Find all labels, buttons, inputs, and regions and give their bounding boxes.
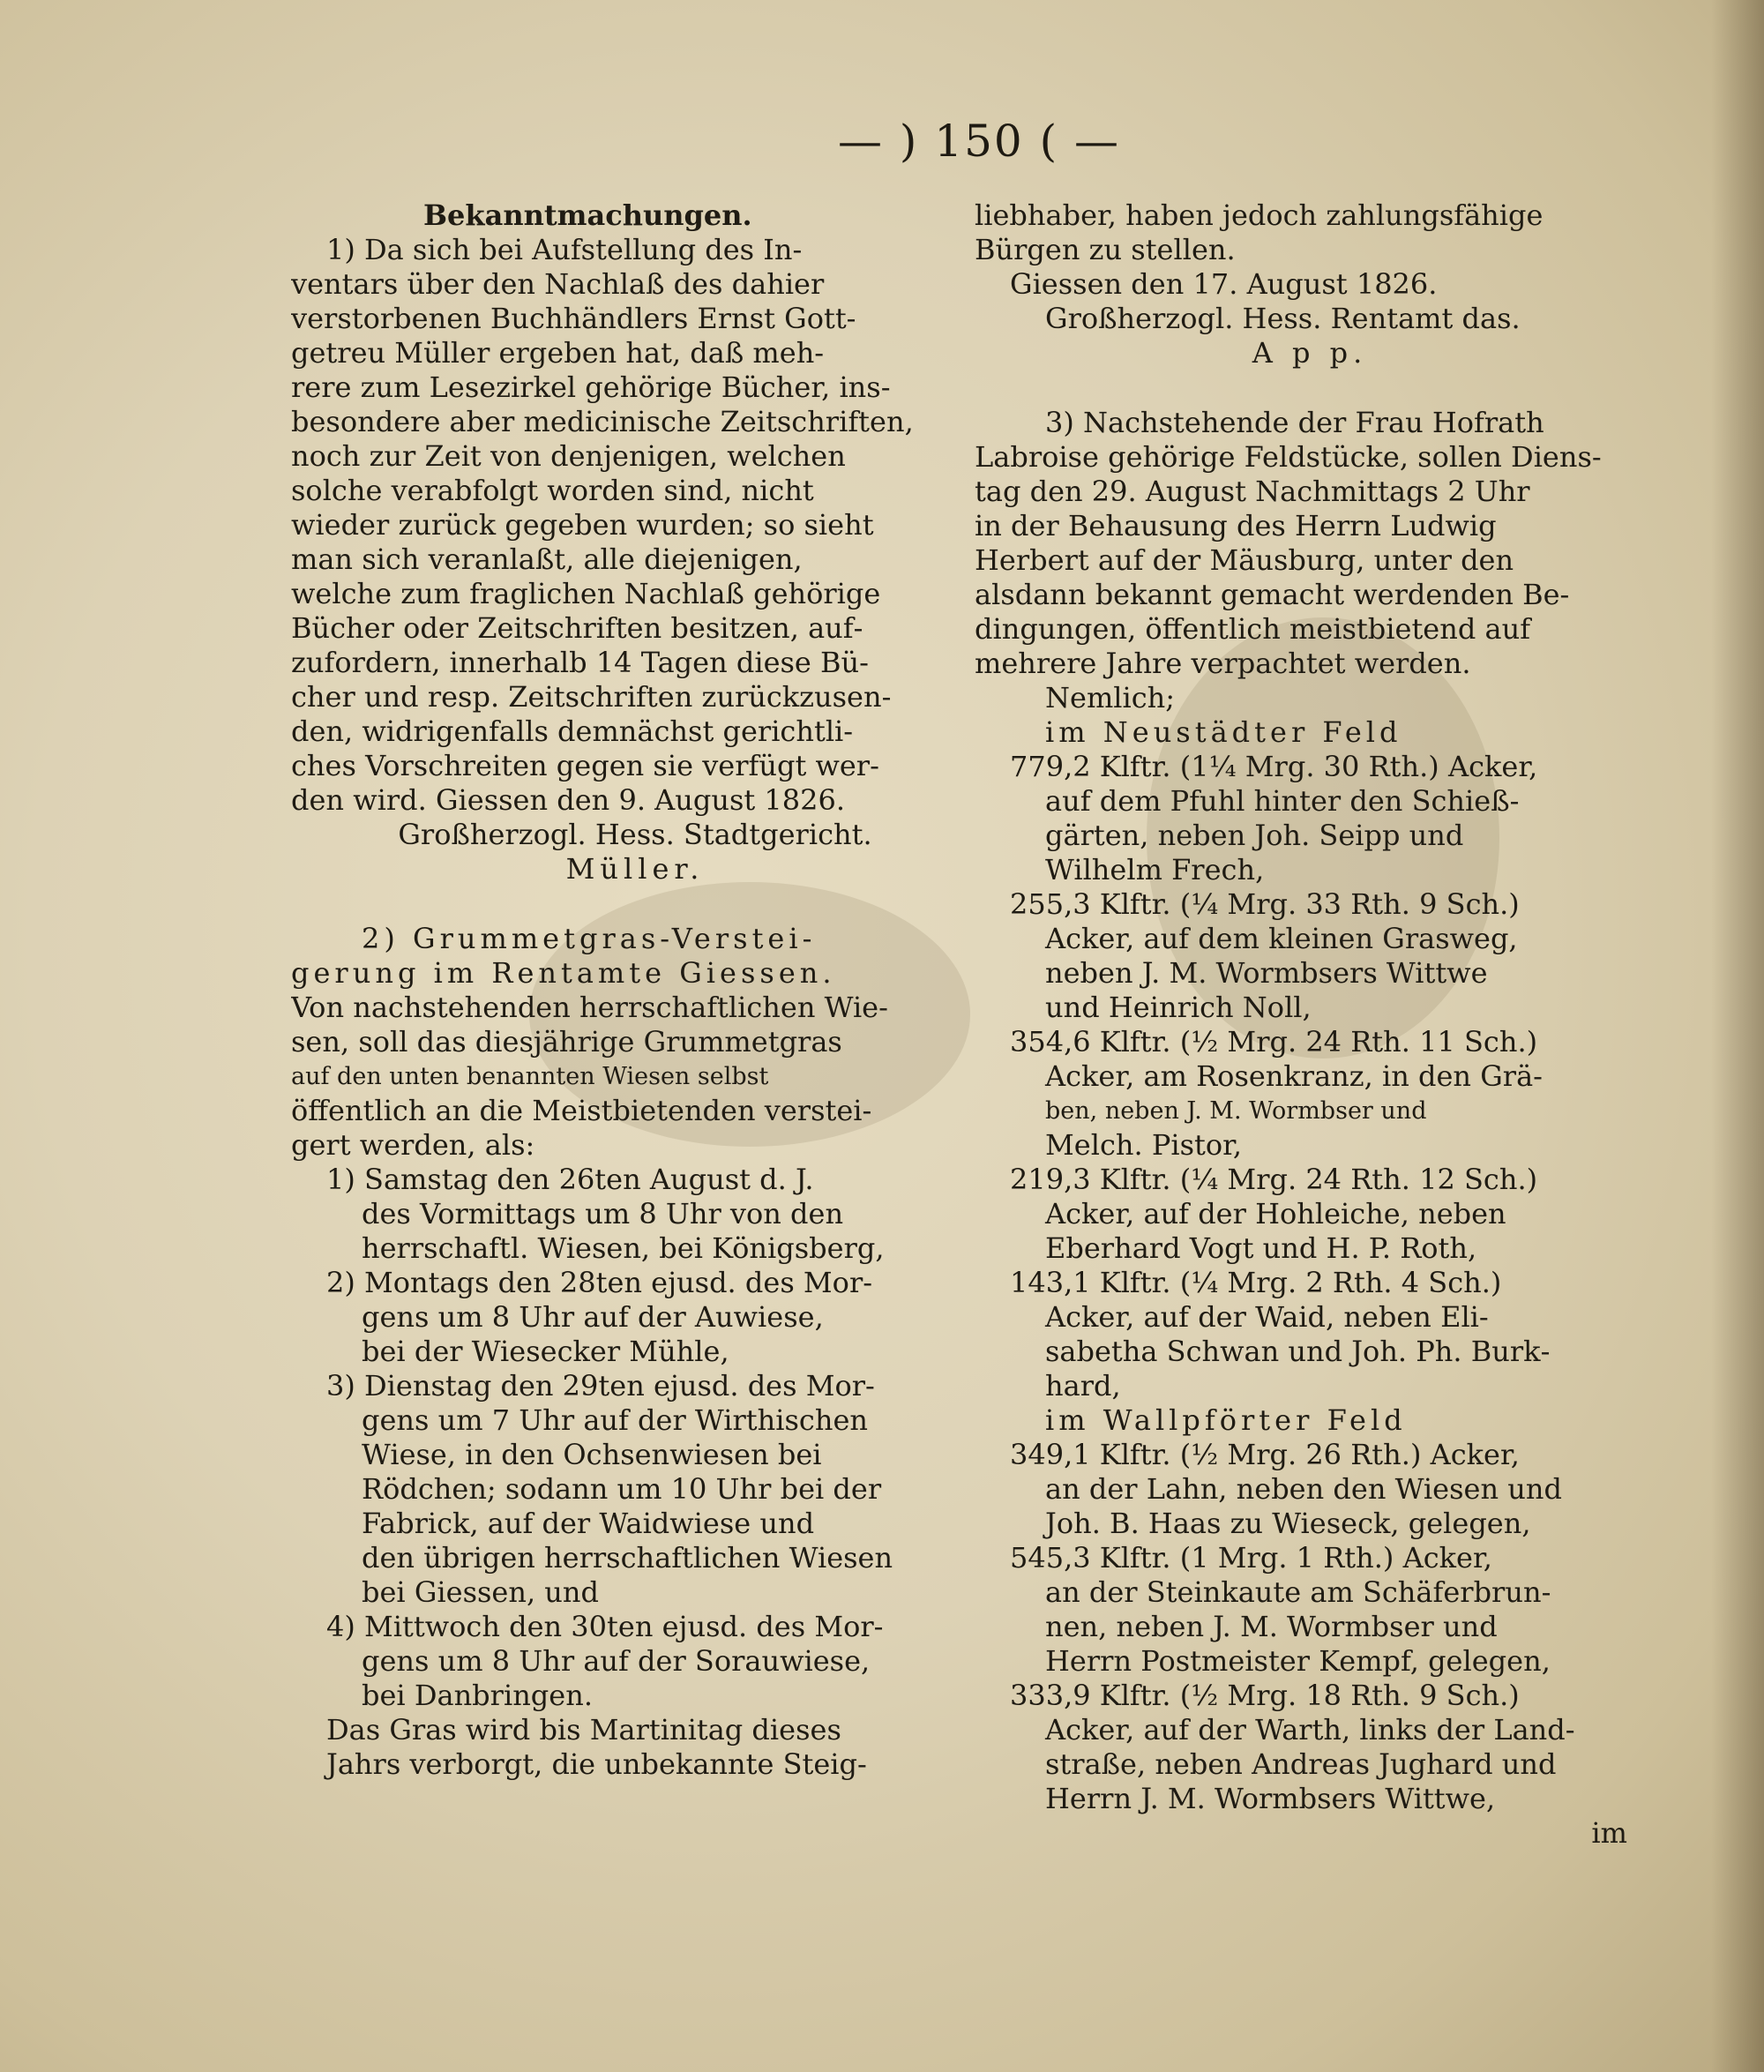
left-column-line: den übrigen herrschaftlichen Wiesen bbox=[362, 1541, 893, 1575]
left-column-line: gert werden, als: bbox=[291, 1128, 535, 1162]
right-column-line: Bürgen zu stellen. bbox=[975, 233, 1236, 266]
left-column-line: gens um 8 Uhr auf der Auwiese, bbox=[362, 1300, 824, 1334]
right-column-line: mehrere Jahre verpachtet werden. bbox=[975, 647, 1471, 680]
right-column-line: hard, bbox=[1045, 1369, 1121, 1403]
left-column-line: wieder zurück gegeben wurden; so sieht bbox=[291, 508, 874, 542]
right-column-line: auf dem Pfuhl hinter den Schieß‐ bbox=[1045, 784, 1520, 818]
left-column-line: öffentlich an die Meistbietenden verstei‐ bbox=[291, 1094, 872, 1127]
left-column-line: zufordern, innerhalb 14 Tagen diese Bü‐ bbox=[291, 646, 869, 679]
right-column bbox=[975, 198, 1645, 1851]
left-column-line: 1) Samstag den 26ten August d. J. bbox=[326, 1163, 814, 1196]
right-column-line: Giessen den 17. August 1826. bbox=[1010, 267, 1438, 301]
left-column-line: man sich veranlaßt, alle diejenigen, bbox=[291, 542, 803, 576]
right-column-line: in der Behausung des Herrn Ludwig bbox=[975, 509, 1497, 542]
left-column-line: rere zum Lesezirkel gehörige Bücher, ins‐ bbox=[291, 370, 891, 404]
right-column-line: Wilhelm Frech, bbox=[1045, 853, 1265, 886]
right-column-line: straße, neben Andreas Jughard und bbox=[1045, 1747, 1557, 1781]
left-column-line: Das Gras wird bis Martinitag dieses bbox=[326, 1713, 841, 1747]
right-column-line: Acker, am Rosenkranz, in den Grä‐ bbox=[1045, 1059, 1543, 1093]
left-column-line: bei Giessen, und bbox=[362, 1575, 599, 1609]
left-column-line: Jahrs verborgt, die unbekannte Steig‐ bbox=[326, 1747, 867, 1781]
right-column-line: 255,3 Klftr. (¼ Mrg. 33 Rth. 9 Sch.) bbox=[1010, 887, 1520, 921]
right-column-line: nen, neben J. M. Wormbser und bbox=[1045, 1610, 1498, 1643]
left-column-line: verstorbenen Buchhändlers Ernst Gott‐ bbox=[291, 302, 856, 335]
left-column-line: gerung im Rentamte Giessen. bbox=[291, 956, 836, 990]
right-column-line: Acker, auf der Waid, neben Eli‐ bbox=[1045, 1300, 1489, 1334]
right-column-line: Acker, auf dem kleinen Grasweg, bbox=[1045, 922, 1518, 955]
right-column-line: Labroise gehörige Feldstücke, sollen Diens‐ bbox=[975, 440, 1602, 474]
right-column-line: 3) Nachstehende der Frau Hofrath bbox=[1045, 406, 1544, 439]
left-column-line: sen, soll das diesjährige Grummetgras bbox=[291, 1025, 842, 1058]
left-column-line: Müller. bbox=[565, 852, 705, 886]
right-column-line: 779,2 Klftr. (1¼ Mrg. 30 Rth.) Acker, bbox=[1010, 750, 1538, 783]
right-column-line: 545,3 Klftr. (1 Mrg. 1 Rth.) Acker, bbox=[1010, 1541, 1492, 1575]
left-column-line: auf den unten benannten Wiesen selbst bbox=[291, 1063, 769, 1090]
left-column-line: besondere aber medicinische Zeitschriften, bbox=[291, 405, 914, 438]
right-column-line: Herrn Postmeister Kempf, gelegen, bbox=[1045, 1644, 1551, 1678]
left-column-line: 2) Montags den 28ten ejusd. des Mor‐ bbox=[326, 1266, 873, 1299]
right-column-line: an der Steinkaute am Schäferbrun‐ bbox=[1045, 1575, 1551, 1609]
left-column bbox=[291, 198, 979, 1782]
left-column-line: 3) Dienstag den 29ten ejusd. des Mor‐ bbox=[326, 1369, 875, 1403]
left-column-line: cher und resp. Zeitschriften zurückzusen‐ bbox=[291, 680, 892, 714]
right-column-line: Melch. Pistor, bbox=[1045, 1128, 1243, 1162]
right-column-line: an der Lahn, neben den Wiesen und bbox=[1045, 1472, 1562, 1506]
right-column-line: Nemlich; bbox=[1045, 681, 1176, 714]
right-column-line: Acker, auf der Warth, links der Land‐ bbox=[1045, 1713, 1575, 1747]
left-column-line: den wird. Giessen den 9. August 1826. bbox=[291, 783, 846, 817]
left-column-line: bei der Wiesecker Mühle, bbox=[362, 1335, 729, 1368]
right-column-line: Großherzogl. Hess. Rentamt das. bbox=[1045, 302, 1521, 335]
right-column-line: Eberhard Vogt und H. P. Roth, bbox=[1045, 1231, 1477, 1265]
left-column-line: herrschaftl. Wiesen, bei Königsberg, bbox=[362, 1231, 885, 1265]
right-column-line: 219,3 Klftr. (¼ Mrg. 24 Rth. 12 Sch.) bbox=[1010, 1163, 1538, 1196]
right-column-line: gärten, neben Joh. Seipp und bbox=[1045, 819, 1464, 852]
right-column-line: 349,1 Klftr. (½ Mrg. 26 Rth.) Acker, bbox=[1010, 1438, 1520, 1471]
left-column-line: gens um 8 Uhr auf der Sorauwiese, bbox=[362, 1644, 871, 1678]
left-column-line: Bekanntmachungen. bbox=[423, 198, 752, 232]
left-column-line: noch zur Zeit von denjenigen, welchen bbox=[291, 439, 846, 473]
right-column-line: Herrn J. M. Wormbsers Wittwe, bbox=[1045, 1782, 1496, 1815]
right-column-line: ben, neben J. M. Wormbser und bbox=[1045, 1097, 1427, 1125]
left-column-line: bei Danbringen. bbox=[362, 1679, 593, 1712]
right-column-line: 143,1 Klftr. (¼ Mrg. 2 Rth. 4 Sch.) bbox=[1010, 1266, 1502, 1299]
left-column-line: Fabrick, auf der Waidwiese und bbox=[362, 1507, 815, 1540]
left-column-line: 1) Da sich bei Aufstellung des In‐ bbox=[326, 233, 803, 266]
right-column-line: Joh. B. Haas zu Wieseck, gelegen, bbox=[1045, 1507, 1531, 1540]
left-column-line: ches Vorschreiten gegen sie verfügt wer‐ bbox=[291, 749, 879, 782]
right-column-line: A p p. bbox=[1252, 336, 1368, 370]
left-column-line: des Vormittags um 8 Uhr von den bbox=[362, 1197, 844, 1230]
left-column-line: Von nachstehenden herrschaftlichen Wie‐ bbox=[291, 991, 888, 1024]
right-column-line: im Wallpförter Feld bbox=[1045, 1403, 1407, 1437]
right-column-line: tag den 29. August Nachmittags 2 Uhr bbox=[975, 475, 1530, 508]
right-column-line: und Heinrich Noll, bbox=[1045, 991, 1312, 1024]
left-column-line: 4) Mittwoch den 30ten ejusd. des Mor‐ bbox=[326, 1610, 884, 1643]
right-column-line: 354,6 Klftr. (½ Mrg. 24 Rth. 11 Sch.) bbox=[1010, 1025, 1538, 1058]
right-column-line: liebhaber, haben jedoch zahlungsfähige bbox=[975, 198, 1544, 232]
page-number: — ) 150 ( — bbox=[837, 116, 1121, 167]
left-column-line: welche zum fraglichen Nachlaß gehörige bbox=[291, 577, 881, 610]
right-column-line: sabetha Schwan und Joh. Ph. Burk‐ bbox=[1045, 1335, 1551, 1368]
left-column-line: 2) Grummetgras‐Verstei‐ bbox=[362, 922, 817, 955]
right-column-line: dingungen, öffentlich meistbietend auf bbox=[975, 612, 1531, 646]
left-column-line: ventars über den Nachlaß des dahier bbox=[291, 267, 825, 301]
right-column-line: im Neustädter Feld bbox=[1045, 715, 1402, 749]
left-column-line: Wiese, in den Ochsenwiesen bei bbox=[362, 1438, 822, 1471]
right-column-line: alsdann bekannt gemacht werdenden Be‐ bbox=[975, 578, 1570, 611]
left-column-line: Großherzogl. Hess. Stadtgericht. bbox=[398, 818, 872, 851]
left-column-line: Rödchen; sodann um 10 Uhr bei der bbox=[362, 1472, 882, 1506]
left-column-line: Bücher oder Zeitschriften besitzen, auf‐ bbox=[291, 611, 863, 645]
right-column-line: 333,9 Klftr. (½ Mrg. 18 Rth. 9 Sch.) bbox=[1010, 1679, 1520, 1712]
right-column-line: im bbox=[1591, 1816, 1627, 1850]
left-column-line: gens um 7 Uhr auf der Wirthischen bbox=[362, 1403, 868, 1437]
left-column-line: solche verabfolgt worden sind, nicht bbox=[291, 474, 814, 507]
left-column-line: getreu Müller ergeben hat, daß meh‐ bbox=[291, 336, 825, 370]
right-column-line: Acker, auf der Hohleiche, neben bbox=[1045, 1197, 1506, 1230]
left-column-line: den, widrigenfalls demnächst gerichtli‐ bbox=[291, 714, 854, 748]
right-column-line: neben J. M. Wormbsers Wittwe bbox=[1045, 956, 1488, 990]
right-column-line: Herbert auf der Mäusburg, unter den bbox=[975, 543, 1514, 577]
